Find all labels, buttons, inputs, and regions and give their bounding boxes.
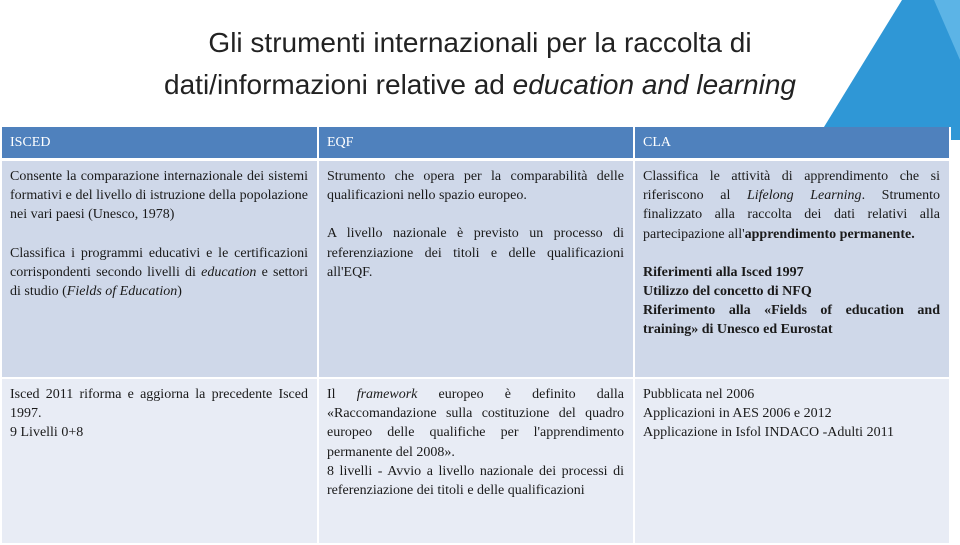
eqf-levels-text: 8 livelli - Avvio a livello nazionale dei processi di referenziazione dei titoli e delle qualificazioni <box>327 463 624 499</box>
cell-eqf-description <box>318 160 634 379</box>
cla-publication-line: Applicazioni in AES 2006 e 2012 <box>643 406 832 422</box>
cell-cla-description <box>634 160 950 379</box>
cla-publication-line: Pubblicata nel 2006 <box>643 387 755 402</box>
cla-reference-line: Riferimento alla «Fields of education and training» di Unesco ed Eurostat <box>643 303 940 338</box>
cell-isced-description <box>2 160 318 379</box>
isced-classification-text: Classifica i programmi educativi e le certificazioni corrispondenti secondo livelli di education e settori di studio (Fields of Education) <box>10 245 308 300</box>
table-header-row <box>2 127 950 160</box>
title-line-2 <box>0 64 960 106</box>
eqf-national-text: A livello nazionale è previsto un processo di referenziazione dei titoli e delle qualificazioni all'EQF. <box>327 226 624 280</box>
cell-isced-revision <box>2 378 318 544</box>
cla-purpose-text: Classifica le attività di apprendimento che si riferiscono al Lifelong Learning. Strumento finalizzato alla raccolta dei dati relativi alla partecipazione all'apprendimento permanente. <box>643 169 940 242</box>
title-line-1: Gli strumenti internazionali per la raccolta di <box>208 27 752 58</box>
title-line-2-italic: education and learning <box>512 69 796 100</box>
header-eqf: EQF <box>318 127 634 160</box>
cell-cla-publication <box>634 378 950 544</box>
isced-revision-text: Isced 2011 riforma e aggiorna la precedente Isced 1997. <box>10 387 308 422</box>
cell-eqf-framework <box>318 378 634 544</box>
isced-levels-text: 9 Livelli 0+8 <box>10 425 84 441</box>
cla-publication-line: Applicazione in Isfol INDACO -Adulti 2011 <box>643 425 895 441</box>
page-title <box>0 22 960 106</box>
isced-purpose-text: Consente la comparazione internazionale dei sistemi formativi e del livello di istruzione della popolazione nei vari paesi (Unesco, 1978) <box>10 169 308 223</box>
table-row <box>2 378 950 544</box>
header-cla: CLA <box>634 127 950 160</box>
table-row <box>2 160 950 379</box>
comparison-table <box>2 127 951 545</box>
cla-reference-line: Utilizzo del concetto di NFQ <box>643 284 812 300</box>
title-line-2-plain: dati/informazioni relative ad <box>164 69 513 100</box>
eqf-framework-text: Il framework europeo è definito dalla «Raccomandazione sulla costituzione del quadro europeo delle qualifiche per l'apprendimento permanente del 2008». <box>327 387 624 460</box>
header-isced: ISCED <box>2 127 318 160</box>
eqf-purpose-text: Strumento che opera per la comparabilità delle qualificazioni nello spazio europeo. <box>327 169 624 204</box>
cla-reference-line: Riferimenti alla Isced 1997 <box>643 264 804 280</box>
